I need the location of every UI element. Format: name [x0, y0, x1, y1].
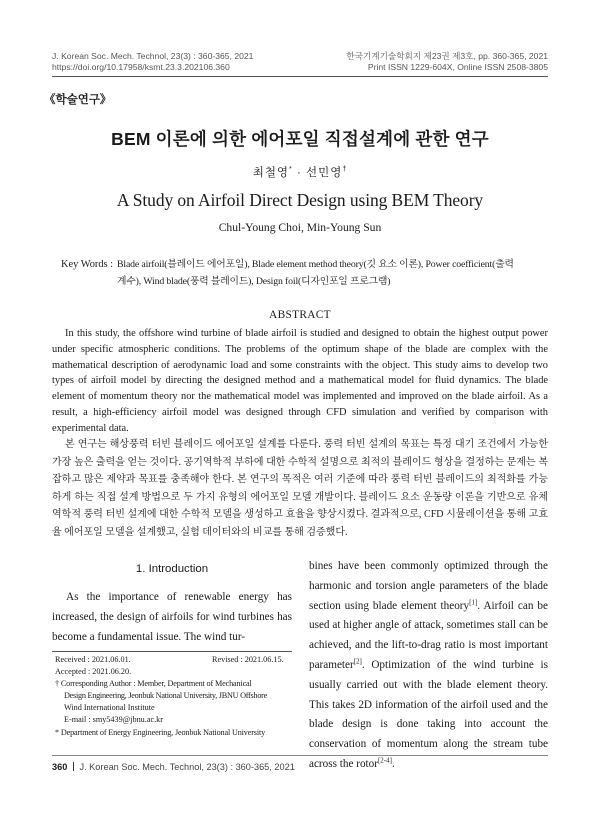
page-number: 360 [52, 762, 68, 772]
title-english: A Study on Airfoil Direct Design using BEM Theory [116, 190, 484, 210]
title-korean: BEM 이론에 의한 에어포일 직접설계에 관한 연구 [111, 129, 489, 149]
corresponding-author-line-1: † Corresponding Author : Member, Department of Mechanical [55, 679, 252, 688]
keywords-line-1: Blade airfoil(블레이드 에어포일), Blade element method theory(깃 요소 이론), Power coefficient(출력 [117, 259, 514, 270]
author-email[interactable]: E-mail : smy5439@jbnu.ac.kr [64, 715, 163, 724]
authors-korean [0, 164, 600, 180]
citation-1[interactable]: [1] [469, 597, 478, 606]
footer-citation: J. Korean Soc. Mech. Technol, 23(3) : 360-365, 2021 [79, 762, 295, 772]
author-1-mark: * [289, 166, 293, 174]
header-rule [52, 76, 548, 77]
footnote-rule [52, 651, 292, 652]
intro-right-text-4: . [391, 757, 395, 770]
abstract-korean: 본 연구는 해상풍력 터빈 블레이드 에어포일 설계를 다룬다. 풍력 터빈 설계의 목표는 특정 대기 조건에서 가능한 가장 높은 출력을 얻는 것이다. 공기역학적 부하에 대한 수학적 설명으로 최적의 블레이드 형상을 결정하는 문제는 복잡하고 많은 제약과 목표를 충족해야 한다. 본 연구의 목적은 여러 기준에 따라 풍력 터빈 블레이드의 최적화를 가능하게 하는 직접 설계 방법으로 두 가지 유형의 에어포일 모델 개발이다. 블레이드 요소 운동량 이론을 기반으로 유체역학적 풍력 터빈 설계에 대한 수학적 모델을 생성하고 효율을 향상시켰다. 결과적으로, CFD 시뮬레이션을 통해 고효율 에어포일 모델을 설계했고, 실험 데이터와의 비교를 통해 검증했다. [52, 439, 548, 538]
page-footer [52, 762, 295, 772]
author-separator: · [296, 167, 302, 179]
affiliation-footnote: * Department of Energy Engineering, Jeonbuk National University [55, 728, 266, 737]
journal-citation: J. Korean Soc. Mech. Technol, 23(3) : 360-365, 2021 [52, 51, 254, 61]
article-category: 《학술연구》 [44, 94, 112, 106]
intro-left-paragraph: As the importance of renewable energy has increased, the design of airfoils for wind turbines has become a fundamental issue. The wind tur- [52, 591, 292, 643]
intro-right-text-1: bines have been commonly optimized through the harmonic and torsion angle parameters of the blade section using blade element theory [309, 560, 548, 612]
abstract-english: In this study, the offshore wind turbine of blade airfoil is studied and designed to obtain the highest output power under specific atmospheric conditions. The problems of the optimum shape of the blade are complex with the mathematical description of aerodynamic load and some constraints with the object. This study aims to develop two types of airfoil model by directing the designed method and a mathematical model for fluid dynamics. The blade element of momentum theory nor the mathematical model was implemented and improved on the blade airfoil. As a result, a high-efficiency airfoil model was designed through CFD simulation and verified by comparison with experimental data. [52, 328, 548, 434]
author-1-kr: 최철영 [252, 167, 290, 179]
intro-right-paragraph [309, 557, 548, 775]
citation-3[interactable]: [2-4] [377, 756, 392, 765]
corresponding-author-line-2: Design Engineering, Jeonbuk National University, JBNU Offshore [64, 691, 268, 700]
author-2-kr: 선민영 [306, 167, 343, 179]
author-2-mark: † [342, 166, 348, 174]
footer-rule [52, 755, 548, 756]
keywords-line-2: 계수), Wind blade(풍력 블레이드), Design foil(디자인포일 프로그램) [117, 276, 391, 287]
revised-date: Revised : 2021.06.15. [212, 655, 284, 664]
doi-link[interactable]: https://doi.org/10.17958/ksmt.23.3.202106.360 [52, 62, 230, 72]
footer-divider [73, 762, 74, 771]
intro-right-text-2: . Airfoil can be used at higher angle of attack, sometimes stall can be achieved, and the lift-to-drag ratio is most important parameter [309, 599, 548, 671]
authors-english: Chul-Young Choi, Min-Young Sun [218, 221, 382, 234]
issn-line: Print ISSN 1229-604X, Online ISSN 2508-3805 [367, 62, 548, 72]
received-date: Received : 2021.06.01. [55, 655, 131, 664]
accepted-date: Accepted : 2021.06.20. [55, 667, 132, 676]
corresponding-author-line-3: Wind International Institute [64, 703, 155, 712]
abstract-heading: ABSTRACT [269, 309, 331, 321]
citation-2[interactable]: [2] [353, 657, 362, 666]
section-heading-introduction: 1. Introduction [135, 563, 209, 575]
keywords-label: Key Words : [61, 259, 114, 270]
intro-right-text-3: . Optimization of the wind turbine is usually carried out with the blade element theory. This takes 2D information of the airfoil used and the blade design is done taking into account the conservation of momentum along the stream tube across the rotor [309, 658, 548, 770]
journal-citation-kr: 한국기계기술학회지 제23권 제3호, pp. 360-365, 2021 [346, 51, 548, 61]
